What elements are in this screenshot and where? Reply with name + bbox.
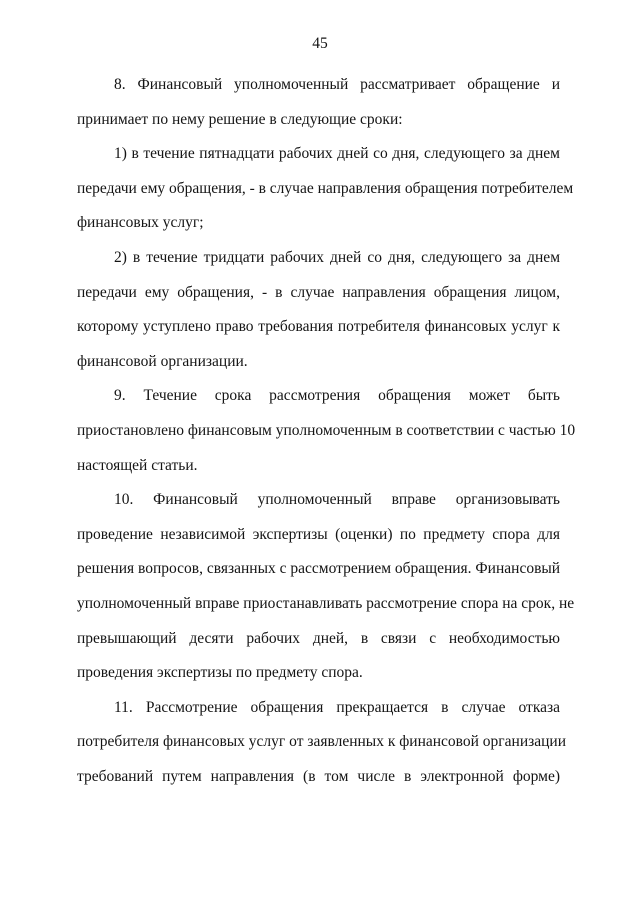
text-line: проведения экспертизы по предмету спора. [77,664,363,682]
paragraph-11 [77,691,567,795]
text-line: потребителя финансовых услуг от заявленных к финансовой организации [77,733,567,751]
text-line: настоящей статьи. [77,456,198,474]
text-line: финансовой организации. [77,352,248,370]
text-line: принимает по нему решение в следующие сроки: [77,110,403,128]
text-line: 11. Рассмотрение обращения прекращается в случае отказа [114,698,560,716]
text-line: 10. Финансовый уполномоченный вправе организовывать [114,491,560,509]
text-line: приостановлено финансовым уполномоченным в соответствии с частью 10 [77,421,576,439]
text-line: которому уступлено право требования потребителя финансовых услуг к [77,318,560,336]
paragraph-item-1 [77,137,574,241]
text-line: 2) в течение тридцати рабочих дней со дня, следующего за днем [114,248,560,266]
text-line: финансовых услуг; [77,214,204,232]
text-line: решения вопросов, связанных с рассмотрением обращения. Финансовый [77,560,561,578]
paragraph-9 [77,379,576,483]
paragraph-item-2 [77,241,560,379]
page-number: 45 [312,35,328,52]
text-line: передачи ему обращения, - в случае направления обращения потребителем [77,179,574,197]
text-line: 8. Финансовый уполномоченный рассматривает обращение и [114,76,560,93]
text-line: 9. Течение срока рассмотрения обращения может быть [114,387,560,405]
text-line: уполномоченный вправе приостанавливать рассмотрение спора на срок, не [77,594,575,612]
paragraph-10 [77,483,575,691]
paragraph-8 [77,68,560,137]
text-line: проведение независимой экспертизы (оценки) по предмету спора для [77,525,560,543]
text-line: превышающий десяти рабочих дней, в связи с необходимостью [77,629,560,647]
document-body [77,68,576,794]
text-line: 1) в течение пятнадцати рабочих дней со дня, следующего за днем [114,145,560,163]
text-line: передачи ему обращения, - в случае направления обращения лицом, [77,283,560,301]
text-line: требований путем направления (в том числе в электронной форме) [77,767,560,785]
